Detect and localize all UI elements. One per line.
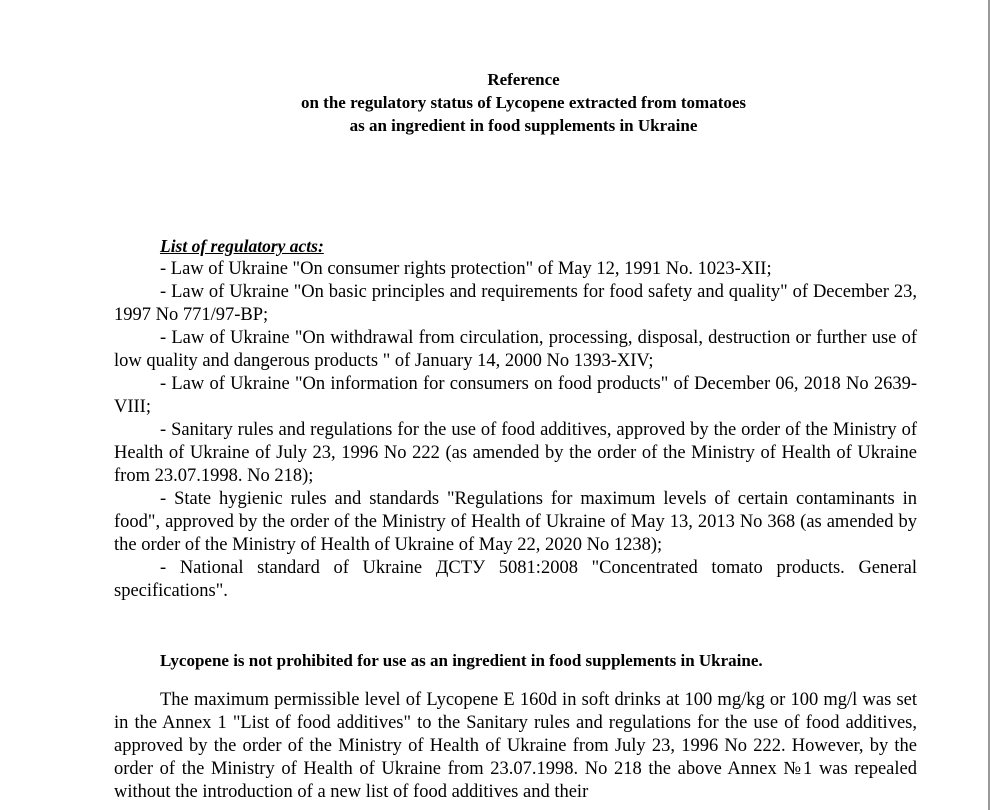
act-item: - Law of Ukraine "On basic principles and requirements for food safety and quality" of December 23, 1997 No 771/97-BP;: [114, 282, 917, 325]
title-line-1: Reference: [487, 70, 560, 89]
act-item: - Law of Ukraine "On information for consumers on food products" of December 06, 2018 No 2639-VIII;: [114, 374, 917, 417]
act-item: - National standard of Ukraine ДСТУ 5081:2008 "Concentrated tomato products. General specifications".: [114, 558, 917, 601]
regulatory-acts-list: [114, 258, 917, 603]
act-item: - Law of Ukraine "On withdrawal from circulation, processing, disposal, destruction or further use of low quality and dangerous products " of January 14, 2000 No 1393-XIV;: [114, 328, 917, 371]
title-spacer: [114, 137, 917, 235]
document-content: [114, 68, 917, 804]
title-line-3: as an ingredient in food supplements in Ukraine: [349, 116, 698, 135]
status-statement: Lycopene is not prohibited for use as an ingredient in food supplements in Ukraine.: [160, 651, 763, 670]
title-line-2: on the regulatory status of Lycopene extracted from tomatoes: [300, 93, 747, 112]
statement-spacer: [114, 672, 917, 689]
body-paragraph: The maximum permissible level of Lycopene E 160d in soft drinks at 100 mg/kg or 100 mg/l was set in the Annex 1 "List of food additives" to the Sanitary rules and regulations for the use of food additives, approved by the order of the Ministry of Health of Ukraine from July 23, 1996 No 222. However, by the order of the Ministry of Health of Ukraine from 23.07.1998. No 218 the above Annex №1 was repealed without the introduction of a new list of food additives and their: [114, 690, 917, 802]
list-heading: List of regulatory acts:: [160, 236, 324, 256]
section-spacer: [114, 603, 917, 649]
act-item: - Law of Ukraine "On consumer rights protection" of May 12, 1991 No. 1023-XII;: [160, 259, 772, 279]
document-title: [114, 68, 917, 137]
act-item: - Sanitary rules and regulations for the use of food additives, approved by the order of the Ministry of Health of Ukraine of July 23, 1996 No 222 (as amended by the order of the Ministry of Health of Ukraine from 23.07.1998. No 218);: [114, 420, 917, 486]
act-item: - State hygienic rules and standards "Regulations for maximum levels of certain contaminants in food", approved by the order of the Ministry of Health of Ukraine of May 13, 2013 No 368 (as amended by the order of the Ministry of Health of Ukraine of May 22, 2020 No 1238);: [114, 489, 917, 555]
